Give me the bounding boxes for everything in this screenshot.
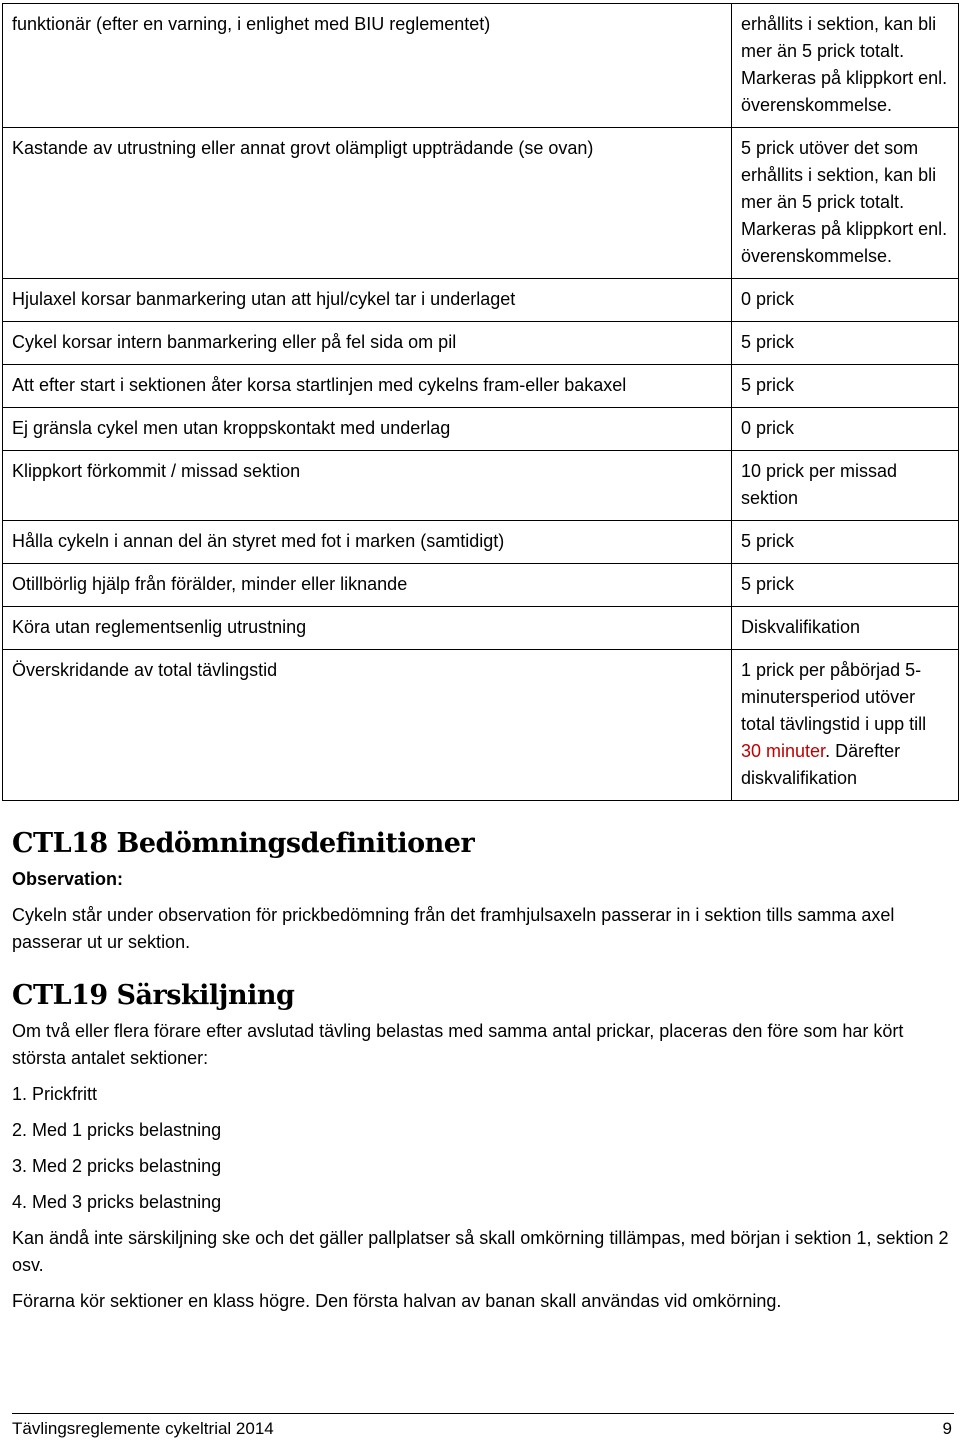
penalty-cell: 5 prick bbox=[732, 365, 959, 408]
offense-cell: Hålla cykeln i annan del än styret med fot i marken (samtidigt) bbox=[3, 521, 732, 564]
penalty-cell: 5 prick bbox=[732, 521, 959, 564]
offense-cell: Cykel korsar intern banmarkering eller på fel sida om pil bbox=[3, 322, 732, 365]
footer-title: Tävlingsreglemente cykeltrial 2014 bbox=[12, 1419, 274, 1438]
offense-cell: Att efter start i sektionen åter korsa startlinjen med cykelns fram-eller bakaxel bbox=[3, 365, 732, 408]
time-limit-highlight: 30 minuter bbox=[741, 741, 826, 761]
paragraph: Kan ändå inte särskiljning ske och det gäller pallplatser så skall omkörning tillämpas, med början i sektion 1, sektion 2 osv. bbox=[12, 1228, 949, 1275]
list-item: 3. Med 2 pricks belastning bbox=[12, 1156, 222, 1176]
footer-divider bbox=[12, 1413, 954, 1414]
list-item: 2. Med 1 pricks belastning bbox=[12, 1120, 222, 1140]
offense-cell: Köra utan reglementsenlig utrustning bbox=[3, 607, 732, 650]
table-row bbox=[3, 279, 959, 322]
table-row bbox=[3, 521, 959, 564]
penalty-text: 1 prick per påbörjad 5-minutersperiod utöver total tävlingstid i upp till bbox=[741, 660, 927, 734]
table-row bbox=[3, 564, 959, 607]
table-row bbox=[3, 365, 959, 408]
subheading-observation: Observation: bbox=[12, 869, 124, 889]
table-row bbox=[3, 451, 959, 521]
offense-cell: funktionär (efter en varning, i enlighet med BIU reglementet) bbox=[3, 4, 732, 128]
penalty-cell: 5 prick utöver det som erhållits i sektion, kan bli mer än 5 prick totalt. Markeras på klippkort enl. överenskommelse. bbox=[732, 128, 959, 279]
document-body bbox=[12, 822, 952, 1315]
offense-cell: Överskridande av total tävlingstid bbox=[3, 650, 732, 801]
table-row bbox=[3, 408, 959, 451]
offense-cell: Otillbörlig hjälp från förälder, minder eller liknande bbox=[3, 564, 732, 607]
table-row bbox=[3, 128, 959, 279]
penalty-cell bbox=[732, 650, 959, 801]
penalty-cell: Diskvalifikation bbox=[732, 607, 959, 650]
paragraph: Förarna kör sektioner en klass högre. Den första halvan av banan skall användas vid omkörning. bbox=[12, 1291, 782, 1311]
penalty-cell: 0 prick bbox=[732, 279, 959, 322]
table-row bbox=[3, 322, 959, 365]
paragraph: Om två eller flera förare efter avslutad tävling belastas med samma antal prickar, placeras den före som har kört största antalet sektioner: bbox=[12, 1021, 904, 1068]
penalty-cell: erhållits i sektion, kan bli mer än 5 prick totalt. Markeras på klippkort enl. överenskommelse. bbox=[732, 4, 959, 128]
table-row bbox=[3, 4, 959, 128]
offense-cell: Hjulaxel korsar banmarkering utan att hjul/cykel tar i underlaget bbox=[3, 279, 732, 322]
offense-cell: Ej gränsla cykel men utan kroppskontakt med underlag bbox=[3, 408, 732, 451]
page-number: 9 bbox=[942, 1419, 952, 1438]
penalty-cell: 5 prick bbox=[732, 564, 959, 607]
table-row bbox=[3, 607, 959, 650]
offense-cell: Kastande av utrustning eller annat grovt olämpligt uppträdande (se ovan) bbox=[3, 128, 732, 279]
penalty-cell: 0 prick bbox=[732, 408, 959, 451]
penalty-text: . Därefter diskvalifikation bbox=[741, 741, 901, 788]
penalty-cell: 5 prick bbox=[732, 322, 959, 365]
ranking-list bbox=[12, 1081, 952, 1216]
list-item: 1. Prickfritt bbox=[12, 1084, 98, 1104]
list-item: 4. Med 3 pricks belastning bbox=[12, 1192, 222, 1212]
section-heading-ctl18: CTL18 Bedömningsdefinitioner bbox=[12, 828, 475, 859]
penalty-table bbox=[2, 3, 959, 801]
table-row bbox=[3, 650, 959, 801]
offense-cell: Klippkort förkommit / missad sektion bbox=[3, 451, 732, 521]
paragraph: Cykeln står under observation för prickbedömning från det framhjulsaxeln passerar in i sektion tills samma axel passerar ut ur sektion. bbox=[12, 905, 895, 952]
section-heading-ctl19: CTL19 Särskiljning bbox=[12, 980, 295, 1011]
penalty-cell: 10 prick per missad sektion bbox=[732, 451, 959, 521]
